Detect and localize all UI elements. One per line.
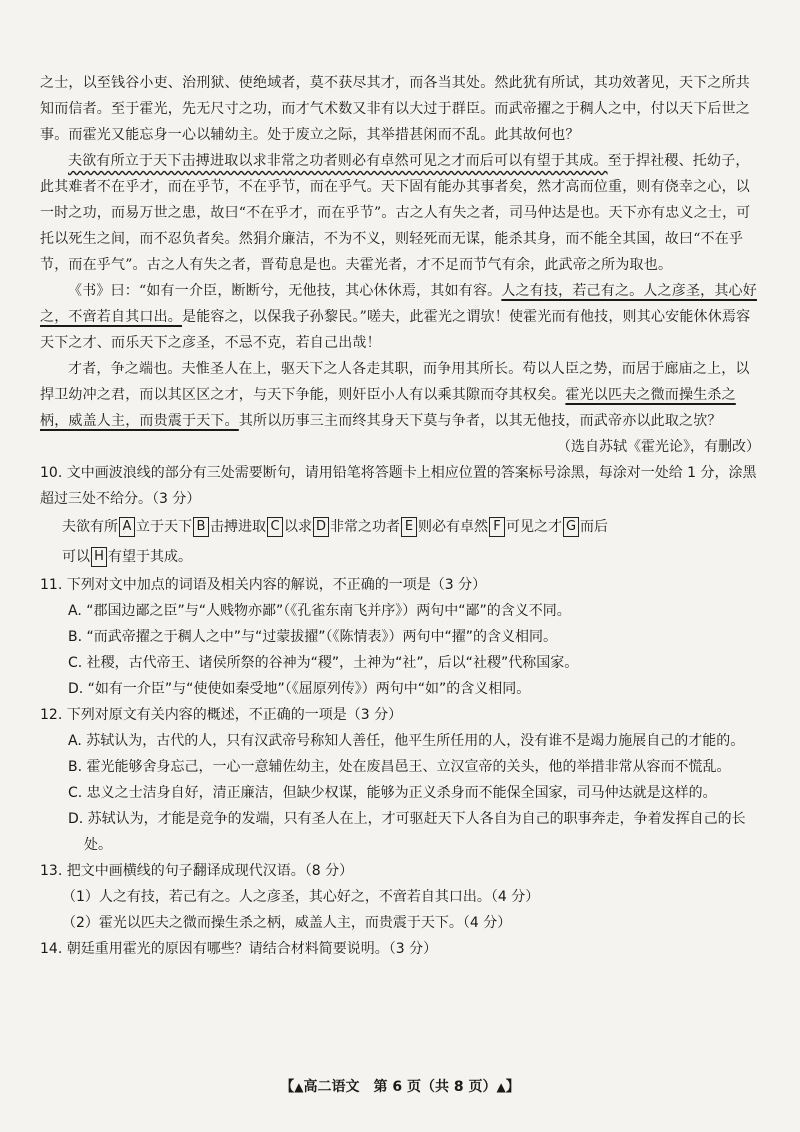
question-12: [40, 702, 760, 858]
question-stem: 14. 朝廷重用霍光的原因有哪些？请结合材料简要说明。（3 分）: [40, 941, 438, 957]
question-stem: 11. 下列对文中加点的词语及相关内容的解说，不正确的一项是（3 分）: [40, 577, 487, 593]
translation-item-2: （2）霍光以匹夫之微而操生杀之柄，威盖人主，而贵震于天下。（4 分）: [62, 915, 512, 931]
footer-bracket-right: 】: [505, 1079, 520, 1095]
segment: 立于天下: [136, 519, 192, 535]
wavy-underlined-sentence: 夫欲有所立于天下击搏进取以求非常之功者则必有卓然可见之才而后可以有望于其成。: [68, 153, 608, 169]
option-b[interactable]: B. “而武帝擢之于稠人之中”与“过蒙拔擢”（《陈情表》）两句中“擢”的含义相同。: [68, 629, 558, 645]
sentence-break-boxes: [40, 512, 760, 572]
translation-item-1: （1）人之有技，若己有之。人之彦圣，其心好之，不啻若自其口出。（4 分）: [62, 889, 540, 905]
footer-text: 高二语文 第 6 页（共 8 页）: [303, 1079, 497, 1095]
option-c[interactable]: C. 社稷，古代帝王、诸侯所祭的谷神为“稷”，土神为“社”，后以“社稷”代称国家。: [68, 655, 579, 671]
passage-paragraph-3: [40, 356, 760, 434]
question-11: [40, 572, 760, 702]
segment: 则必有卓然: [418, 519, 488, 535]
segment: 而后: [580, 519, 608, 535]
segment: 击搏进取: [210, 519, 266, 535]
source-citation: （选自苏轼《霍光论》，有删改）: [557, 439, 760, 455]
triangle-icon: ▲: [294, 1080, 304, 1094]
break-box-e[interactable]: E: [401, 517, 417, 537]
question-stem: 10. 文中画波浪线的部分有三处需要断句，请用铅笔将答题卡上相应位置的答案标号涂黑，每涂对一处给 1 分，涂黑超过三处不给分。（3 分）: [40, 465, 757, 507]
break-box-f[interactable]: F: [489, 517, 505, 537]
option-a[interactable]: A. 苏轼认为，古代的人，只有汉武帝号称知人善任，他平生所任用的人，没有谁不是竭力施展自己的才能的。: [68, 733, 745, 749]
option-d[interactable]: D. “如有一介臣”与“使使如秦受地”（《屈原列传》）两句中“如”的含义相同。: [68, 681, 531, 697]
break-box-d[interactable]: D: [313, 517, 329, 537]
option-b[interactable]: B. 霍光能够舍身忘己，一心一意辅佐幼主，处在废昌邑王、立汉宣帝的关头，他的举措非常从容而不慌乱。: [68, 759, 731, 775]
question-14: [40, 936, 760, 962]
break-box-c[interactable]: C: [267, 517, 283, 537]
break-box-a[interactable]: A: [119, 517, 135, 537]
passage-text: 是能容之，以保我子孙黎民。”嗟夫，此霍光之谓欤！使霍光而有他技，则其心安能休休焉容天下之才、而乐天下之彦圣，不忌不克，若自己出哉！: [40, 309, 751, 351]
segment: 夫欲有所: [62, 519, 118, 535]
passage-paragraph-2: [40, 278, 760, 356]
segment: 以求: [284, 519, 312, 535]
passage-text: 才者，争之端也。夫惟圣人在上，驱天下之人各走其职，而争用其所长。苟以人臣之势，而居于廊庙之上，以捍卫幼冲之君，而以其区区之才，与天下争能，则奸臣小人有以乘其隙而夺其权矣。: [40, 361, 750, 403]
break-box-g[interactable]: G: [563, 517, 579, 537]
option-a[interactable]: A. “郡国边鄙之臣”与“人贱物亦鄙”（《孔雀东南飞并序》）两句中“鄙”的含义不同。: [68, 603, 571, 619]
underlined-sentence-1: 人之有技，若己有之。人之彦圣，其心好之，不啻若自其口出。: [40, 283, 757, 325]
segment: 可以: [62, 549, 90, 565]
segment: 可见之才: [506, 519, 562, 535]
passage-paragraph-1: [40, 148, 760, 278]
passage-paragraph-0: [40, 70, 760, 148]
option-d[interactable]: D. 苏轼认为，才能是竞争的发端，只有圣人在上，才可驱赶天下人各自为自己的职事奔走，争着发挥自己的长处。: [68, 811, 746, 853]
footer-bracket-left: 【: [280, 1079, 295, 1095]
question-13: [40, 858, 760, 936]
passage-text: 至于捍社稷、托幼子，此其难者不在乎才，而在乎节，不在乎节，而在乎气。天下固有能办其事者矣，然才高而位重，则有侥幸之心，以一时之功，而易万世之患，故曰“不在乎才，而在乎节”。古之人有失之者，司马仲达是也。天下亦有忠义之士，可托以死生之间，而不忍负者矣。然狷介廉洁，不为不义，则轻死而无谋，能杀其身，而不能全其国，故曰“不在乎节，而在乎气”。古之人有失之者，晋荀息是也。夫霍光者，才不足而节气有余，此武帝之所为取也。: [40, 153, 751, 273]
question-10: [40, 460, 760, 572]
question-stem: 12. 下列对原文有关内容的概述，不正确的一项是（3 分）: [40, 707, 403, 723]
passage-text: 《书》曰：“如有一介臣，断断兮，无他技，其心休休焉，其如有容。: [68, 283, 502, 299]
passage-text: 之士，以至钱谷小吏、治刑狱、使绝域者，莫不获尽其才，而各当其处。然此犹有所试，其功效著见，天下之所共知而信者。至于霍光，先无尺寸之功，而才气术数又非有以大过于群臣。而武帝擢之于稠人之中，付以天下后世之事。而霍光又能忘身一心以辅幼主。处于废立之际，其举措甚闲而不乱。此其故何也？: [40, 75, 750, 143]
option-c[interactable]: C. 忠义之士洁身自好，清正廉洁，但缺少权谋，能够为正义杀身而不能保全国家，司马仲达就是这样的。: [68, 785, 717, 801]
underlined-sentence-2: 霍光以匹夫之微而操生杀之柄，威盖人主，而贵震于天下。: [40, 387, 736, 429]
break-box-h[interactable]: H: [91, 547, 107, 567]
page-footer: [0, 1076, 800, 1096]
triangle-icon: ▲: [496, 1080, 506, 1094]
segment: 非常之功者: [330, 519, 400, 535]
passage-text: 其所以历事三主而终其身天下莫与争者，以其无他技，而武帝亦以此取之欤？: [238, 413, 722, 429]
question-stem: 13. 把文中画横线的句子翻译成现代汉语。（8 分）: [40, 863, 354, 879]
break-box-b[interactable]: B: [193, 517, 209, 537]
segment: 有望于其成。: [108, 549, 192, 565]
